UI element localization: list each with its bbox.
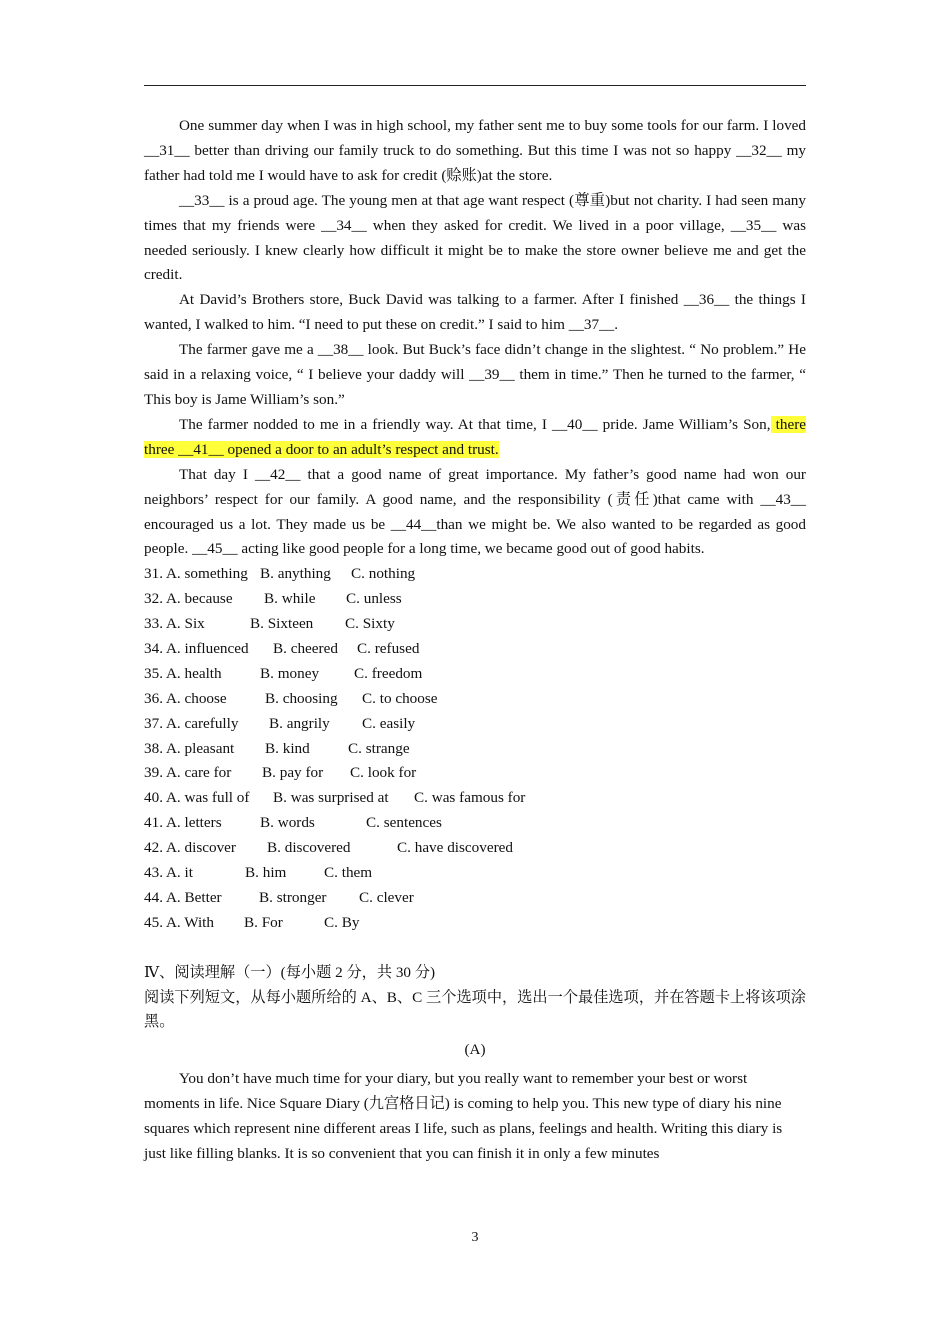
option-c: C. Sixty <box>345 615 395 633</box>
option-b: B. words <box>260 814 315 832</box>
cloze-paragraph-6: That day I __42__ that a good name of great importance. My father’s good name had won our neighbors’ respect for our family. A good name, and the responsibility (责任)that came with __43__ encouraged us a lot. They made us be __44__than we might be. We also wanted to be regarded as good people. __45__ acting like good people for a long time, we became good out of good habits. <box>144 465 806 558</box>
option-c: C. strange <box>348 739 410 757</box>
page-content <box>144 114 806 1167</box>
option-row <box>144 587 806 612</box>
option-c: C. have discovered <box>397 839 513 857</box>
option-a: 35. A. health <box>144 664 222 682</box>
cloze-paragraph-3: At David’s Brothers store, Buck David was talking to a farmer. After I finished __36__ the things I wanted, I walked to him. “I need to put these on credit.” I said to him __37__. <box>144 291 806 334</box>
option-c: C. sentences <box>366 814 442 832</box>
option-c: C. them <box>324 864 373 881</box>
option-a: 32. A. because <box>144 590 233 608</box>
option-b: B. choosing <box>265 689 338 707</box>
option-b: B. while <box>264 590 316 608</box>
option-c: C. easily <box>362 714 416 732</box>
option-b: B. anything <box>260 565 331 583</box>
option-c: C. refused <box>357 639 420 657</box>
option-row <box>144 562 806 587</box>
option-b: B. stronger <box>259 888 327 906</box>
cloze-paragraph-4: The farmer gave me a __38__ look. But Buck’s face didn’t change in the slightest. “ No problem.” He said in a relaxing voice, “ I believe your daddy will __39__ them in time.” Then he turned to the farmer, “ This boy is Jame William’s son.” <box>144 341 806 408</box>
answer-options-list <box>144 562 806 935</box>
option-row <box>144 836 806 861</box>
option-a: 42. A. discover <box>144 839 236 857</box>
option-row <box>144 811 806 836</box>
option-row <box>144 861 806 886</box>
section-instructions: 阅读下列短文，从每小题所给的 A、B、C 三个选项中，选出一个最佳选项，并在答题卡上将该项涂黑。 <box>144 988 806 1031</box>
cloze-paragraph-5-text: The farmer nodded to me in a friendly way. At that time, I __40__ pride. Jame William’s Son, <box>178 415 771 433</box>
highlighted-sentence: there three __41__ opened a door to an adult’s respect and trust. <box>144 415 806 458</box>
option-b: B. cheered <box>273 639 338 657</box>
option-c: C. nothing <box>351 565 416 583</box>
option-row <box>144 687 806 712</box>
option-c: C. look for <box>350 764 417 782</box>
option-a: 43. A. it <box>144 864 193 881</box>
reading-passage: You don’t have much time for your diary, but you really want to remember your best or worst moments in life. Nice Square Diary (九宫格日记) is coming to help you. This new type of diary his nine squares which represent nine different areas I life, such as plans, feelings and health. Writing this diary is just like filling blanks. It is so convenient that you can finish it in only a few minutes <box>144 1070 783 1163</box>
option-a: 31. A. something <box>144 565 248 583</box>
option-a: 36. A. choose <box>144 689 227 707</box>
option-row <box>144 911 806 936</box>
option-a: 33. A. Six <box>144 615 205 633</box>
option-c: C. unless <box>346 590 402 608</box>
option-row <box>144 612 806 637</box>
option-b: B. Sixteen <box>250 615 314 633</box>
option-b: B. money <box>260 664 320 682</box>
cloze-paragraph-1: One summer day when I was in high school, my father sent me to buy some tools for our farm. I loved __31__ better than driving our family truck to do something. But this time I was not so happy __32__ my father had told me I would have to ask for credit (赊账)at the store. <box>144 117 806 184</box>
option-b: B. pay for <box>262 764 324 782</box>
option-c: C. clever <box>359 888 414 906</box>
reading-section <box>144 961 806 1167</box>
option-row <box>144 637 806 662</box>
option-row <box>144 712 806 737</box>
option-row <box>144 761 806 786</box>
option-a: 44. A. Better <box>144 888 222 906</box>
page-number: 3 <box>471 1230 479 1245</box>
option-c: C. to choose <box>362 689 438 707</box>
option-row <box>144 662 806 687</box>
cloze-paragraph-5 <box>144 413 806 463</box>
passage-label: (A) <box>464 1041 486 1059</box>
option-b: B. kind <box>265 739 310 757</box>
option-a: 37. A. carefully <box>144 714 239 732</box>
option-b: B. angrily <box>269 714 330 732</box>
section-title: Ⅳ、阅读理解（一）(每小题 2 分，共 30 分) <box>144 963 436 981</box>
option-a: 34. A. influenced <box>144 639 249 657</box>
option-b: B. him <box>245 864 287 881</box>
header-rule <box>144 85 806 86</box>
option-a: 41. A. letters <box>144 814 222 832</box>
cloze-paragraph-2: __33__ is a proud age. The young men at that age want respect (尊重)but not charity. I had seen many times that my friends were __34__ when they asked for credit. We lived in a poor village, __35__ was needed seriously. I knew clearly how difficult it might be to make the store owner believe me and get the credit. <box>144 191 806 284</box>
option-c: C. By <box>324 913 360 931</box>
option-a: 40. A. was full of <box>144 789 250 807</box>
option-b: B. was surprised at <box>273 789 389 807</box>
option-a: 45. A. With <box>144 913 214 931</box>
option-b: B. discovered <box>267 839 351 857</box>
option-a: 39. A. care for <box>144 764 232 782</box>
option-b: B. For <box>244 913 283 931</box>
option-row <box>144 737 806 762</box>
option-c: C. freedom <box>354 664 423 682</box>
option-row <box>144 786 806 811</box>
option-row <box>144 886 806 911</box>
option-a: 38. A. pleasant <box>144 739 235 757</box>
option-c: C. was famous for <box>414 789 526 807</box>
